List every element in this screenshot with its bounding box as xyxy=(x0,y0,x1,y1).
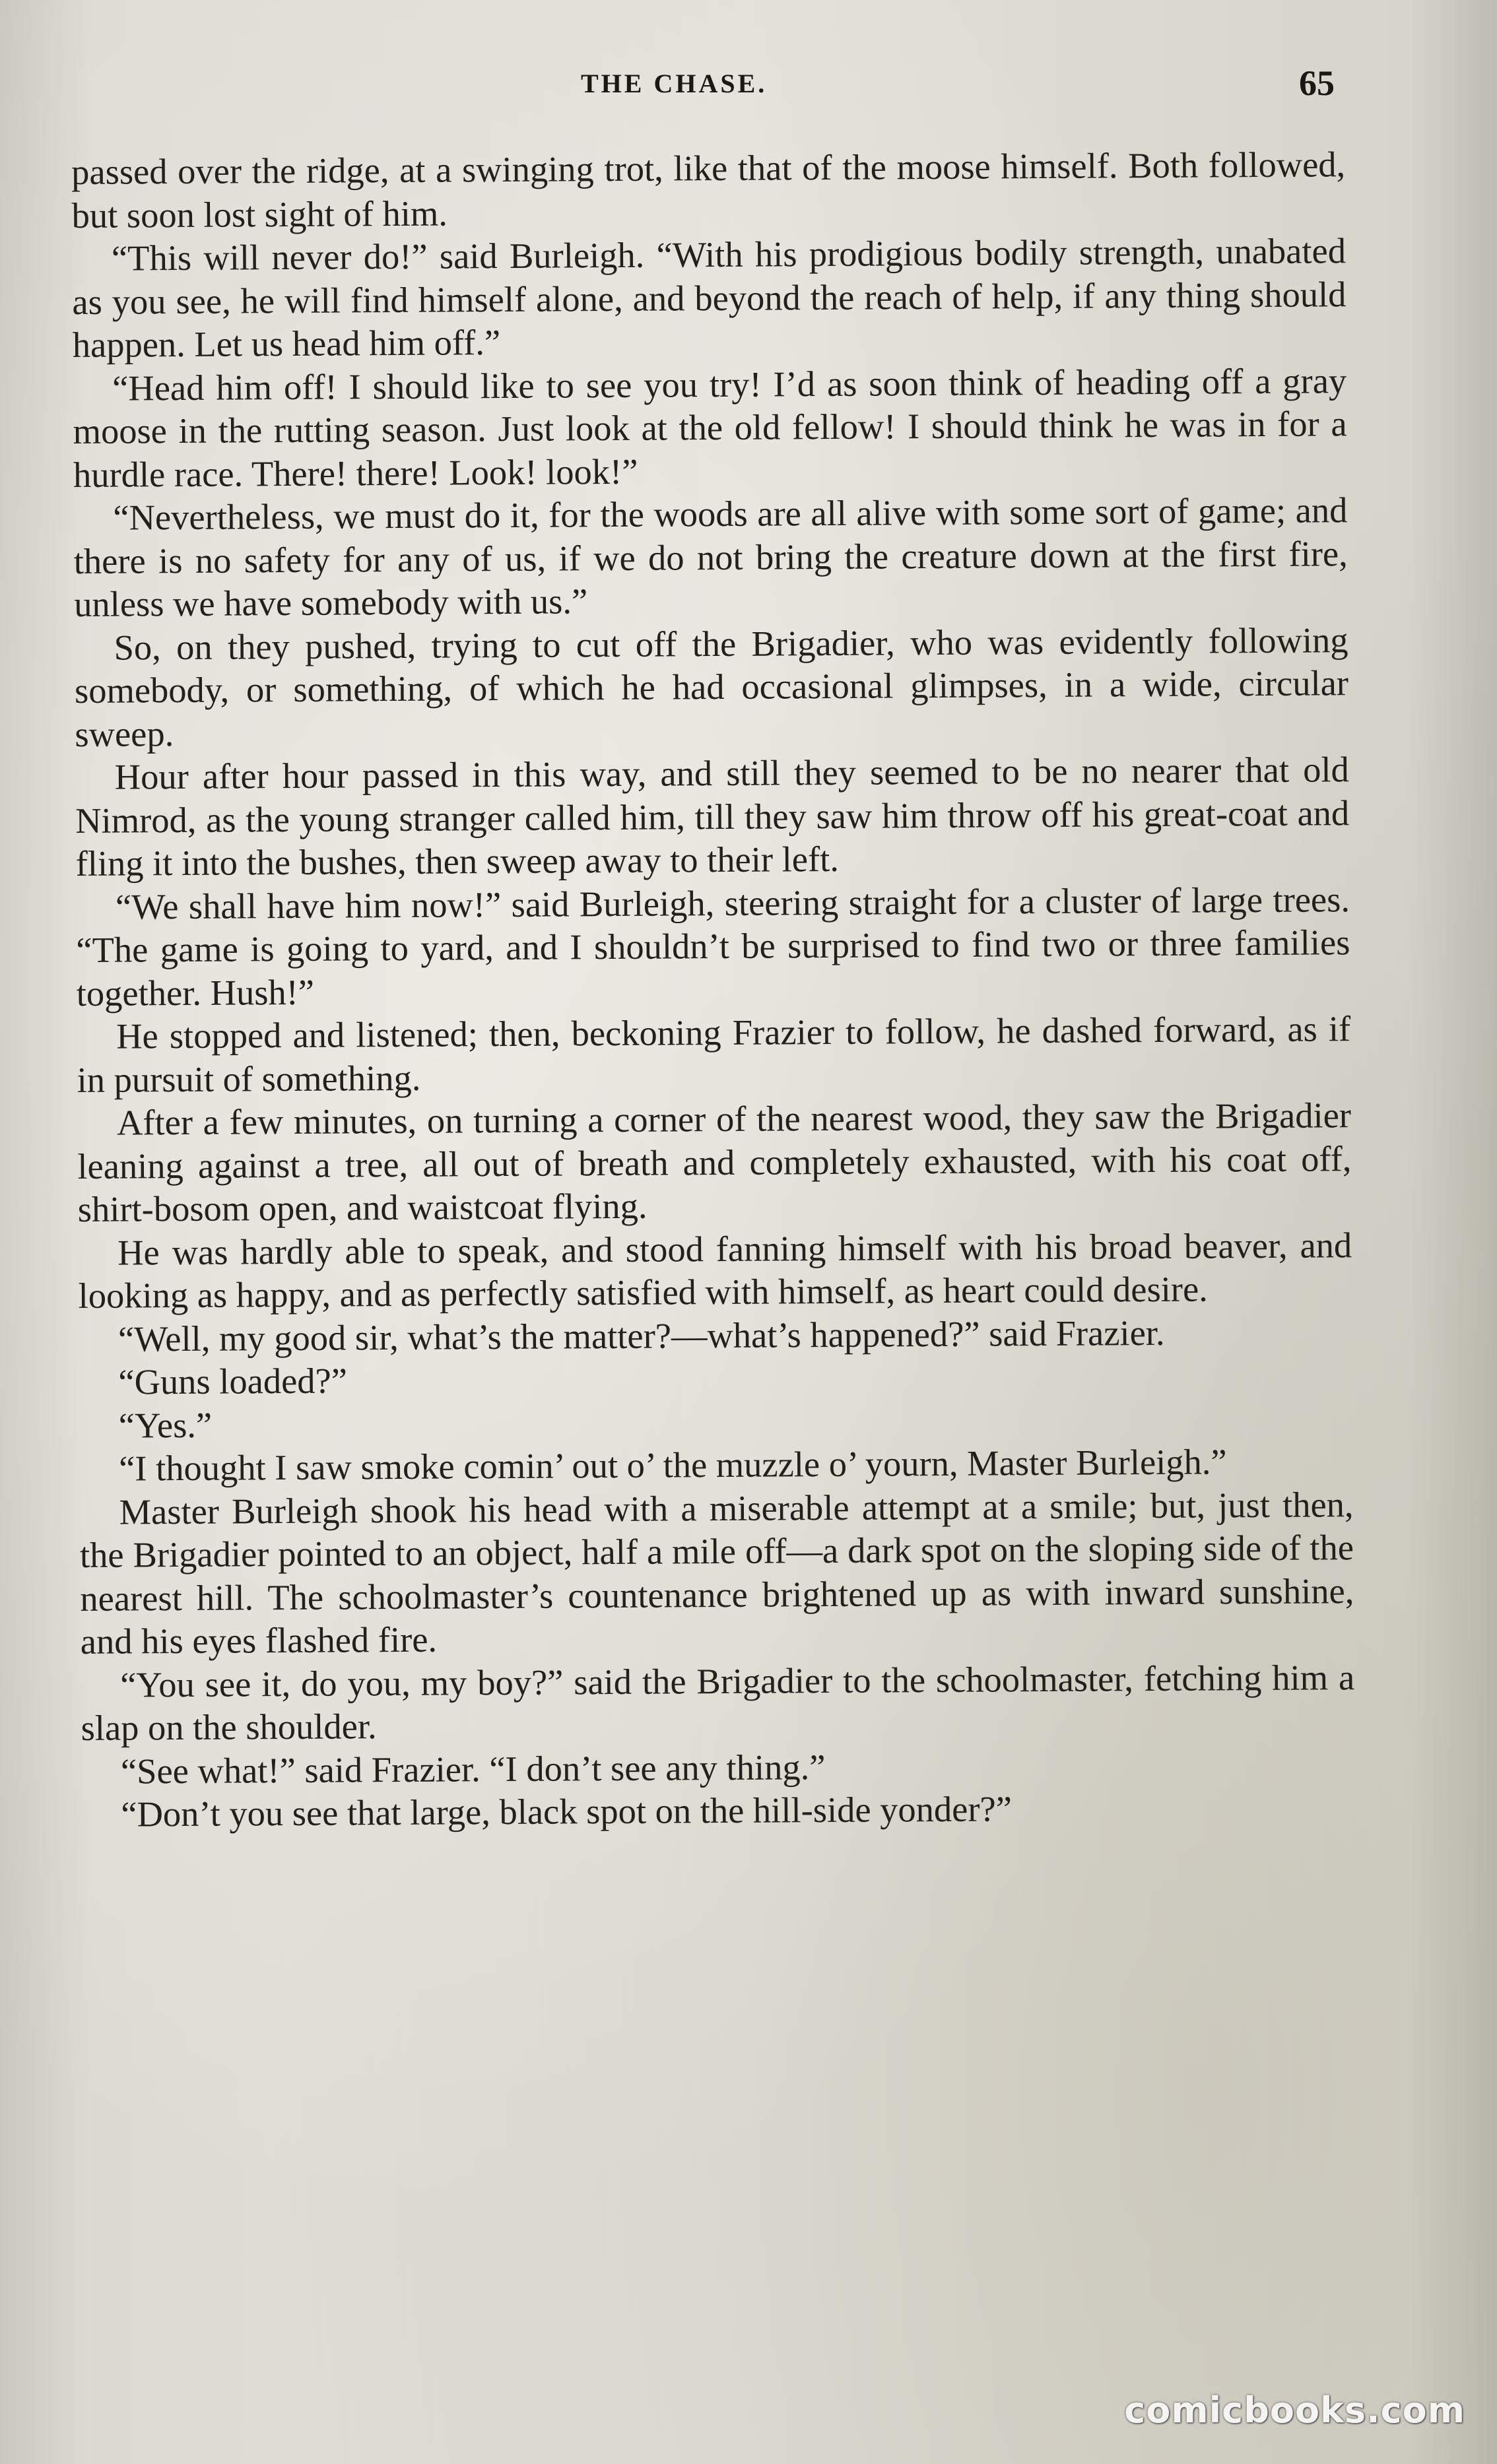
running-title: THE CHASE. xyxy=(581,69,768,98)
paragraph: passed over the ridge, at a swinging trot, like that of the moose himself. Both followed, but soon lost sight of him. xyxy=(71,144,1346,236)
paragraph: “We shall have him now!” said Burleigh, steering straight for a cluster of large trees. “The game is going to yard, and I shouldn’t be surprised to find two or three families together. Hush!” xyxy=(76,878,1350,1014)
paragraph: Master Burleigh shook his head with a miserable attempt at a smile; but, just then, the Brigadier pointed to an object, half a mile off—a dark spot on the sloping side of the nearest hill. The schoolmaster’s countenance brightened up as with inward sunshine, and his eyes flashed fire. xyxy=(79,1483,1354,1662)
site-watermark: comicbooks.com xyxy=(1124,2389,1465,2431)
paragraph: “This will never do!” said Burleigh. “With his prodigious bodily strength, unabated as you see, he will find himself alone, and beyond the reach of help, if any thing should happen. Let us head him off.” xyxy=(72,230,1347,365)
paragraph: “Head him off! I should like to see you try! I’d as soon think of heading off a gray moose in the rutting season. Just look at the old fellow! I should think he was in for a hurdle race. There! there! Look! look!” xyxy=(73,360,1347,495)
paragraph: “Don’t you see that large, black spot on the hill-side yonder?” xyxy=(121,1788,1013,1834)
paragraph: “Yes.” xyxy=(118,1404,213,1446)
paragraph: “Guns loaded?” xyxy=(118,1360,348,1402)
paragraph: “See what!” said Frazier. “I don’t see any thing.” xyxy=(120,1746,826,1792)
page-number: 65 xyxy=(1299,63,1335,103)
paragraph: After a few minutes, on turning a corner of the nearest wood, they saw the Brigadier leaning against a tree, all out of breath and completely exhausted, with his coat off, shirt-bosom open, and waistcoat flying. xyxy=(77,1095,1352,1229)
paragraph: He stopped and listened; then, beckoning Frazier to follow, he dashed forward, as if in pursuit of something. xyxy=(77,1008,1351,1100)
running-head xyxy=(0,63,1497,109)
paragraph: “Nevertheless, we must do it, for the woods are all alive with some sort of game; and there is no safety for any of us, if we do not bring the creature down at the first fire, unless we have somebody with us.” xyxy=(73,490,1348,624)
paragraph: “I thought I saw smoke comin’ out o’ the muzzle o’ yourn, Master Burleigh.” xyxy=(119,1441,1227,1489)
paragraph: He was hardly able to speak, and stood fanning himself with his broad beaver, and looking as happy, and as perfectly satisfied with himself, as heart could desire. xyxy=(78,1224,1352,1316)
paragraph: Hour after hour passed in this way, and still they seemed to be no nearer that old Nimrod, as the young stranger called him, till they saw him throw off his great-coat and fling it into the bushes, then sweep away to their left. xyxy=(75,749,1350,884)
paragraph: “You see it, do you, my boy?” said the Brigadier to the schoolmaster, fetching him a slap on the shoulder. xyxy=(81,1656,1355,1748)
body-text xyxy=(71,143,1356,1836)
paragraph: So, on they pushed, trying to cut off the Brigadier, who was evidently following somebody, or something, of which he had occasional glimpses, in a wide, circular sweep. xyxy=(74,619,1349,754)
paragraph: “Well, my good sir, what’s the matter?—what’s happened?” said Frazier. xyxy=(117,1312,1165,1359)
